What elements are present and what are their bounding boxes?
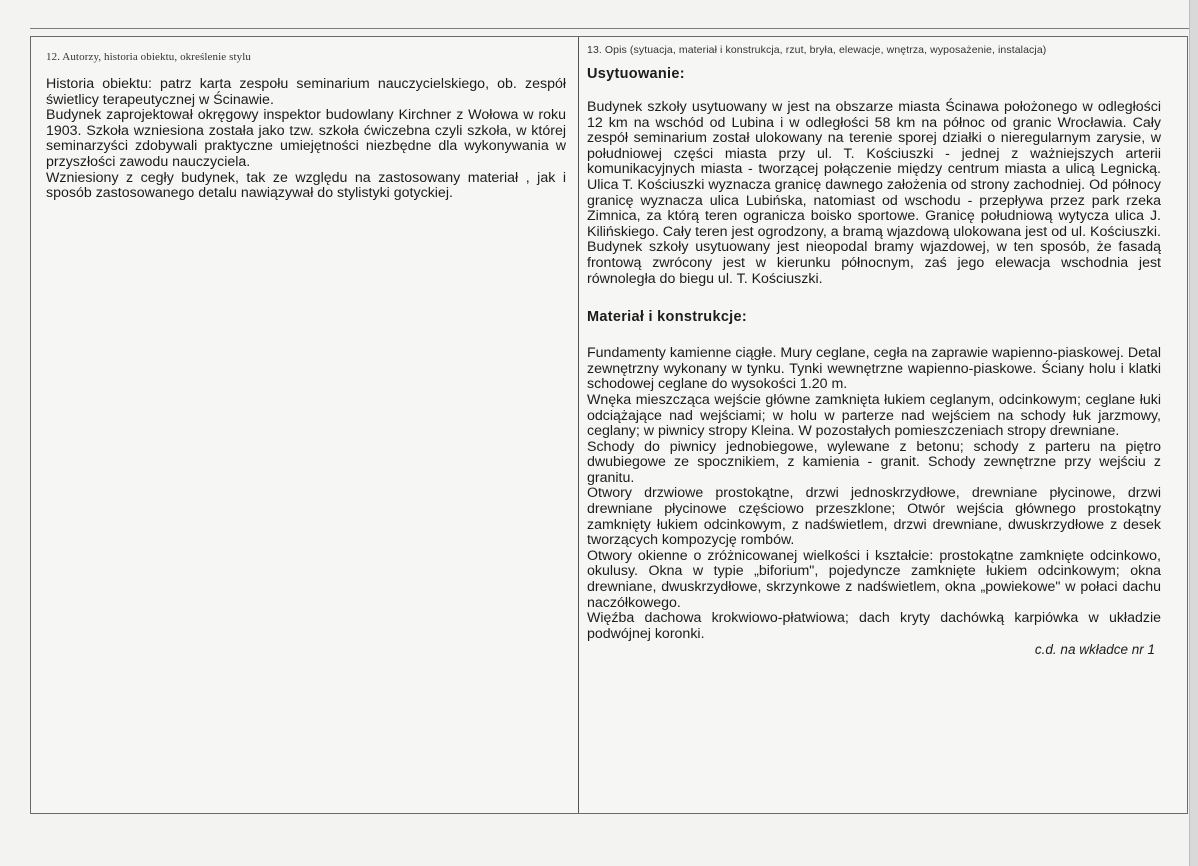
doors-paragraph: Otwory drzwiowe prostokątne, drzwi jednoskrzydłowe, drewniane płycinowe, drzwi drewniane płycinowe częściowo przeszklone; Otwór wejścia głównego prostokątny zamknięty łukiem odcinkowym, z nadświetlem, drzwi drewniane, dwuskrzydłowe z desek tworzących kompozycję rombów. xyxy=(587,485,1161,549)
section-12-heading: 12. Autorzy, historia obiektu, określenie stylu xyxy=(46,51,252,63)
stairs-paragraph: Schody do piwnicy jednobiegowe, wylewane z betonu; schody z parteru na piętro dwubiegowe ze spocznikiem, z kamienia - granit. Schody zewnętrzne przy wejściu z granitu. xyxy=(587,438,1161,486)
column-divider xyxy=(578,37,579,813)
material-title: Materiał i konstrukcje: xyxy=(587,309,748,326)
top-rule xyxy=(30,28,1198,29)
arches-paragraph: Wnęka mieszcząca wejście główne zamknięta łukiem ceglanym, odcinkowym; ceglane łuki odciążające nad wejściami; w holu w parterze nad wejściem na schody łuk jarzmowy, ceglany; w piwnicy stropy Kleina. W pozostałych pomieszczeniach stropy drewniane. xyxy=(587,391,1161,440)
continuation-note: c.d. na wkładce nr 1 xyxy=(1034,642,1155,658)
form-frame xyxy=(30,36,1188,814)
section-12-body xyxy=(46,77,566,202)
roof-paragraph: Więźba dachowa krokwiowo-płatwiowa; dach kryty dachówką karpiówka w układzie podwójnej koronki. xyxy=(587,610,1161,642)
windows-paragraph: Otwory okienne o zróżnicowanej wielkości i kształcie: prostokątne zamknięte odcinkowo, okulusy. Okna w typie „biforium", pojedyncze zamknięte łukiem odcinkowym; okna drewniane, dwuskrzydłowe, skrzynkowe z nadświetlem, okna „powiekowe" w połaci dachu naczółkowego. xyxy=(587,547,1161,611)
architect-paragraph: Budynek zaprojektował okręgowy inspektor budowlany Kirchner z Wołowa w roku 1903. Szkoła wzniesiona została jako tzw. szkoła ćwiczebna czyli szkoła, w której seminarzyści zdobywali praktyczne umiejętności niezbędne dla wykonywania w przyszłości zawodu nauczyciela. xyxy=(46,107,566,170)
usytuowanie-text: Budynek szkoły usytuowany w jest na obszarze miasta Ścinawa położonego w odległości 12 km na wschód od Lubina i w odległości 58 km na północ od granic Wrocławia. Cały zespół seminarium został ulokowany na terenie sporej działki o nieregularnym zarysie, w południowej części miasta przy ul. T. Kościuszki - jednej z ważniejszych arterii komunikacyjnych miasta - tworzącej połączenie między centrum miasta a ulicą Legnicką. Ulica T. Kościuszki wyznacza granicę dawnego założenia od strony zachodniej. Od północy granicę wyznacza ulica Lubińska, natomiast od wschodu - przepływa przez park rzeka Zimnica, za którą teren ogranicza boisko sportowe. Granicę południową wytycza ulica J. Kilińskiego. Cały teren jest ogrodzony, a bramą wjazdową ulokowana jest od ul. Kościuszki. Budynek szkoły usytuowany jest nieopodal bramy wjazdowej, w ten sposób, że fasadą frontową zwrócony jest w kierunku północnym, zaś jego elewacja wschodnia jest równoległa do biegu ul. T. Kościuszki. xyxy=(587,99,1161,287)
usytuowanie-title: Usytuowanie: xyxy=(587,66,685,82)
section-13-heading: 13. Opis (sytuacja, materiał i konstrukcja, rzut, bryła, elewacje, wnętrza, wyposażenie, instalacja) xyxy=(587,44,1047,56)
material-body xyxy=(587,346,1161,642)
style-paragraph: Wzniesiony z cegły budynek, tak ze względu na zastosowany materiał , jak i sposób zastosowanego detalu nawiązywał do stylistyki gotyckiej. xyxy=(46,169,566,202)
page-edge xyxy=(1189,0,1198,866)
section-12 xyxy=(46,51,566,202)
history-paragraph: Historia obiektu: patrz karta zespołu seminarium nauczycielskiego, ob. zespół świetlicy terapeutycznej w Ścinawie. xyxy=(46,76,566,108)
foundations-paragraph: Fundamenty kamienne ciągłe. Mury ceglane, cegła na zaprawie wapienno-piaskowej. Detal zewnętrzny wykonany w tynku. Tynki wewnętrzne wapienno-piaskowe. Ściany holu i klatki schodowej ceglane do wysokości 1.20 m. xyxy=(587,345,1161,393)
section-13 xyxy=(587,44,1161,657)
